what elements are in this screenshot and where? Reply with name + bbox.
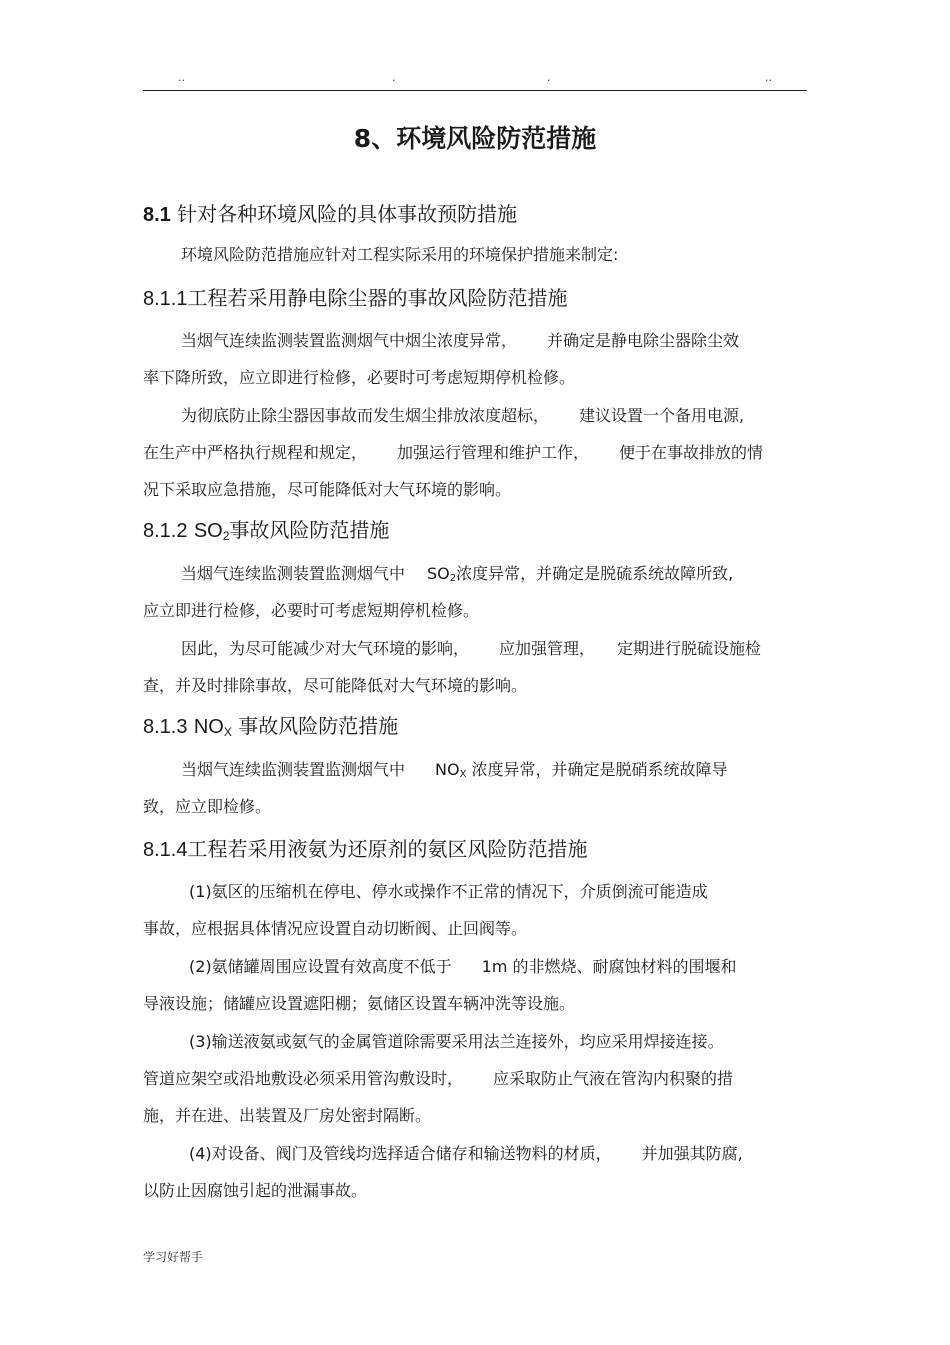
- text-run: 并加强其防腐,: [641, 1144, 743, 1163]
- subscript: 2: [222, 529, 230, 543]
- text-line: 事故，应根据具体情况应设置自动切断阀、止回阀等。: [143, 919, 528, 938]
- text-run: 加强运行管理和维护工作，: [397, 443, 590, 462]
- text-run: 当烟气连续监测装置监测烟气中: [181, 760, 406, 779]
- text-run: 应加强管理，: [499, 639, 596, 658]
- text-line: 导液设施；储罐应设置遮阳棚；氨储区设置车辆冲洗等设施。: [143, 994, 576, 1013]
- header-mark: ..: [178, 71, 185, 84]
- section-number: 8.1.4: [143, 839, 188, 861]
- text-line: 查，并及时排除事故，尽可能降低对大气环境的影响。: [143, 676, 528, 695]
- text-run: NO: [435, 760, 460, 779]
- paragraph: [143, 322, 805, 396]
- paragraph: [143, 630, 805, 704]
- paragraph: [143, 751, 805, 825]
- text-run: 并确定是静电除尘器除尘效: [547, 331, 740, 350]
- text-run: 因此，为尽可能减少对大气环境的影响，: [181, 639, 470, 658]
- text-run: 应采取防止气液在管沟内积聚的措: [493, 1069, 734, 1088]
- text-run: SO: [193, 520, 223, 542]
- text-line: [143, 751, 805, 788]
- section-title: 工程若采用液氨为还原剂的氨区风险防范措施: [187, 837, 588, 861]
- text-line: (1)氨区的压缩机在停电、停水或操作不正常的情况下，介质倒流可能造成: [189, 882, 708, 901]
- text-run: 定期进行脱硫设施检: [617, 639, 762, 658]
- paragraph: [143, 873, 805, 947]
- text-line: [143, 630, 805, 667]
- nox-label: [194, 716, 232, 738]
- section-heading-8-1-3: [143, 711, 398, 747]
- section-heading-8-1: [143, 199, 517, 230]
- paragraph: [143, 397, 805, 508]
- section-number: 8.1.1: [143, 288, 188, 310]
- section-number: 8.1: [143, 204, 171, 226]
- text-line: [143, 555, 805, 592]
- text-run: (2)氨储罐周围应设置有效高度不低于: [189, 957, 452, 976]
- text-line: [143, 1135, 805, 1172]
- text-run: 1m: [481, 957, 508, 976]
- header-mark: ..: [765, 71, 772, 84]
- header-mark: .: [392, 71, 396, 84]
- text-run: 便于在事故排放的情: [619, 443, 764, 462]
- subscript: X: [223, 725, 232, 739]
- section-title: 事故风险防范措施: [238, 714, 399, 738]
- text-line: 应立即进行检修，必要时可考虑短期停机检修。: [143, 601, 480, 620]
- subscript: X: [459, 769, 467, 780]
- text-line: [143, 397, 805, 434]
- text-line: [143, 322, 805, 359]
- section-heading-8-1-1: [143, 283, 567, 314]
- page-header: [143, 70, 807, 91]
- text-run: 浓度异常，并确定是脱硝系统故障导: [471, 760, 728, 779]
- section-number: 8.1.2: [143, 520, 188, 542]
- text-run: 当烟气连续监测装置监测烟气中: [181, 564, 406, 583]
- paragraph: [143, 1023, 805, 1134]
- section-title: 针对各种环境风险的具体事故预防措施: [177, 202, 518, 226]
- paragraph: [143, 1135, 805, 1209]
- so2-label: [194, 520, 230, 542]
- text-line: 致，应立即检修。: [143, 797, 272, 816]
- page-footer: 学习好帮手: [143, 1250, 204, 1264]
- text-line: [143, 1060, 805, 1097]
- text-run: NO: [193, 716, 224, 738]
- text-line: 率下降所致，应立即进行检修，必要时可考虑短期停机检修。: [143, 368, 576, 387]
- text-run: 浓度异常，并确定是脱硫系统故障所致,: [456, 564, 734, 583]
- text-run: (4)对设备、阀门及管线均选择适合储存和输送物料的材质，: [189, 1144, 612, 1163]
- paragraph: [143, 555, 805, 629]
- text-run: 管道应架空或沿地敷设必须采用管沟敷设时，: [143, 1069, 464, 1088]
- paragraph: [143, 236, 805, 273]
- text-line: [143, 434, 805, 471]
- text-line: [143, 948, 805, 985]
- text-run: SO: [427, 564, 450, 583]
- header-mark: .: [547, 71, 551, 84]
- text-line: 以防止因腐蚀引起的泄漏事故。: [143, 1181, 368, 1200]
- section-heading-8-1-2: [143, 515, 389, 551]
- text-run: 建议设置一个备用电源,: [579, 406, 745, 425]
- subscript: 2: [449, 573, 457, 584]
- section-number: 8.1.3: [143, 716, 188, 738]
- text-line: (3)输送液氨或氨气的金属管道除需要采用法兰连接外，均应采用焊接连接。: [189, 1032, 724, 1051]
- text-run: 在生产中严格执行规程和规定，: [143, 443, 368, 462]
- section-heading-8-1-4: [143, 834, 587, 865]
- chapter-title: 8、环境风险防范措施: [353, 124, 597, 153]
- text-run: 当烟气连续监测装置监测烟气中烟尘浓度异常，: [181, 331, 518, 350]
- text-line: 况下采取应急措施，尽可能降低对大气环境的影响。: [143, 480, 512, 499]
- section-title: 工程若采用静电除尘器的事故风险防范措施: [187, 286, 568, 310]
- text-run: 的非燃烧、耐腐蚀材料的围堰和: [512, 957, 737, 976]
- paragraph: [143, 948, 805, 1022]
- text-run: 为彻底防止除尘器因事故而发生烟尘排放浓度超标，: [181, 406, 550, 425]
- text-line: 环境风险防范措施应针对工程实际采用的环境保护措施来制定:: [181, 245, 619, 264]
- text-line: 施，并在进、出装置及厂房处密封隔断。: [143, 1106, 432, 1125]
- section-title: 事故风险防范措施: [229, 518, 390, 542]
